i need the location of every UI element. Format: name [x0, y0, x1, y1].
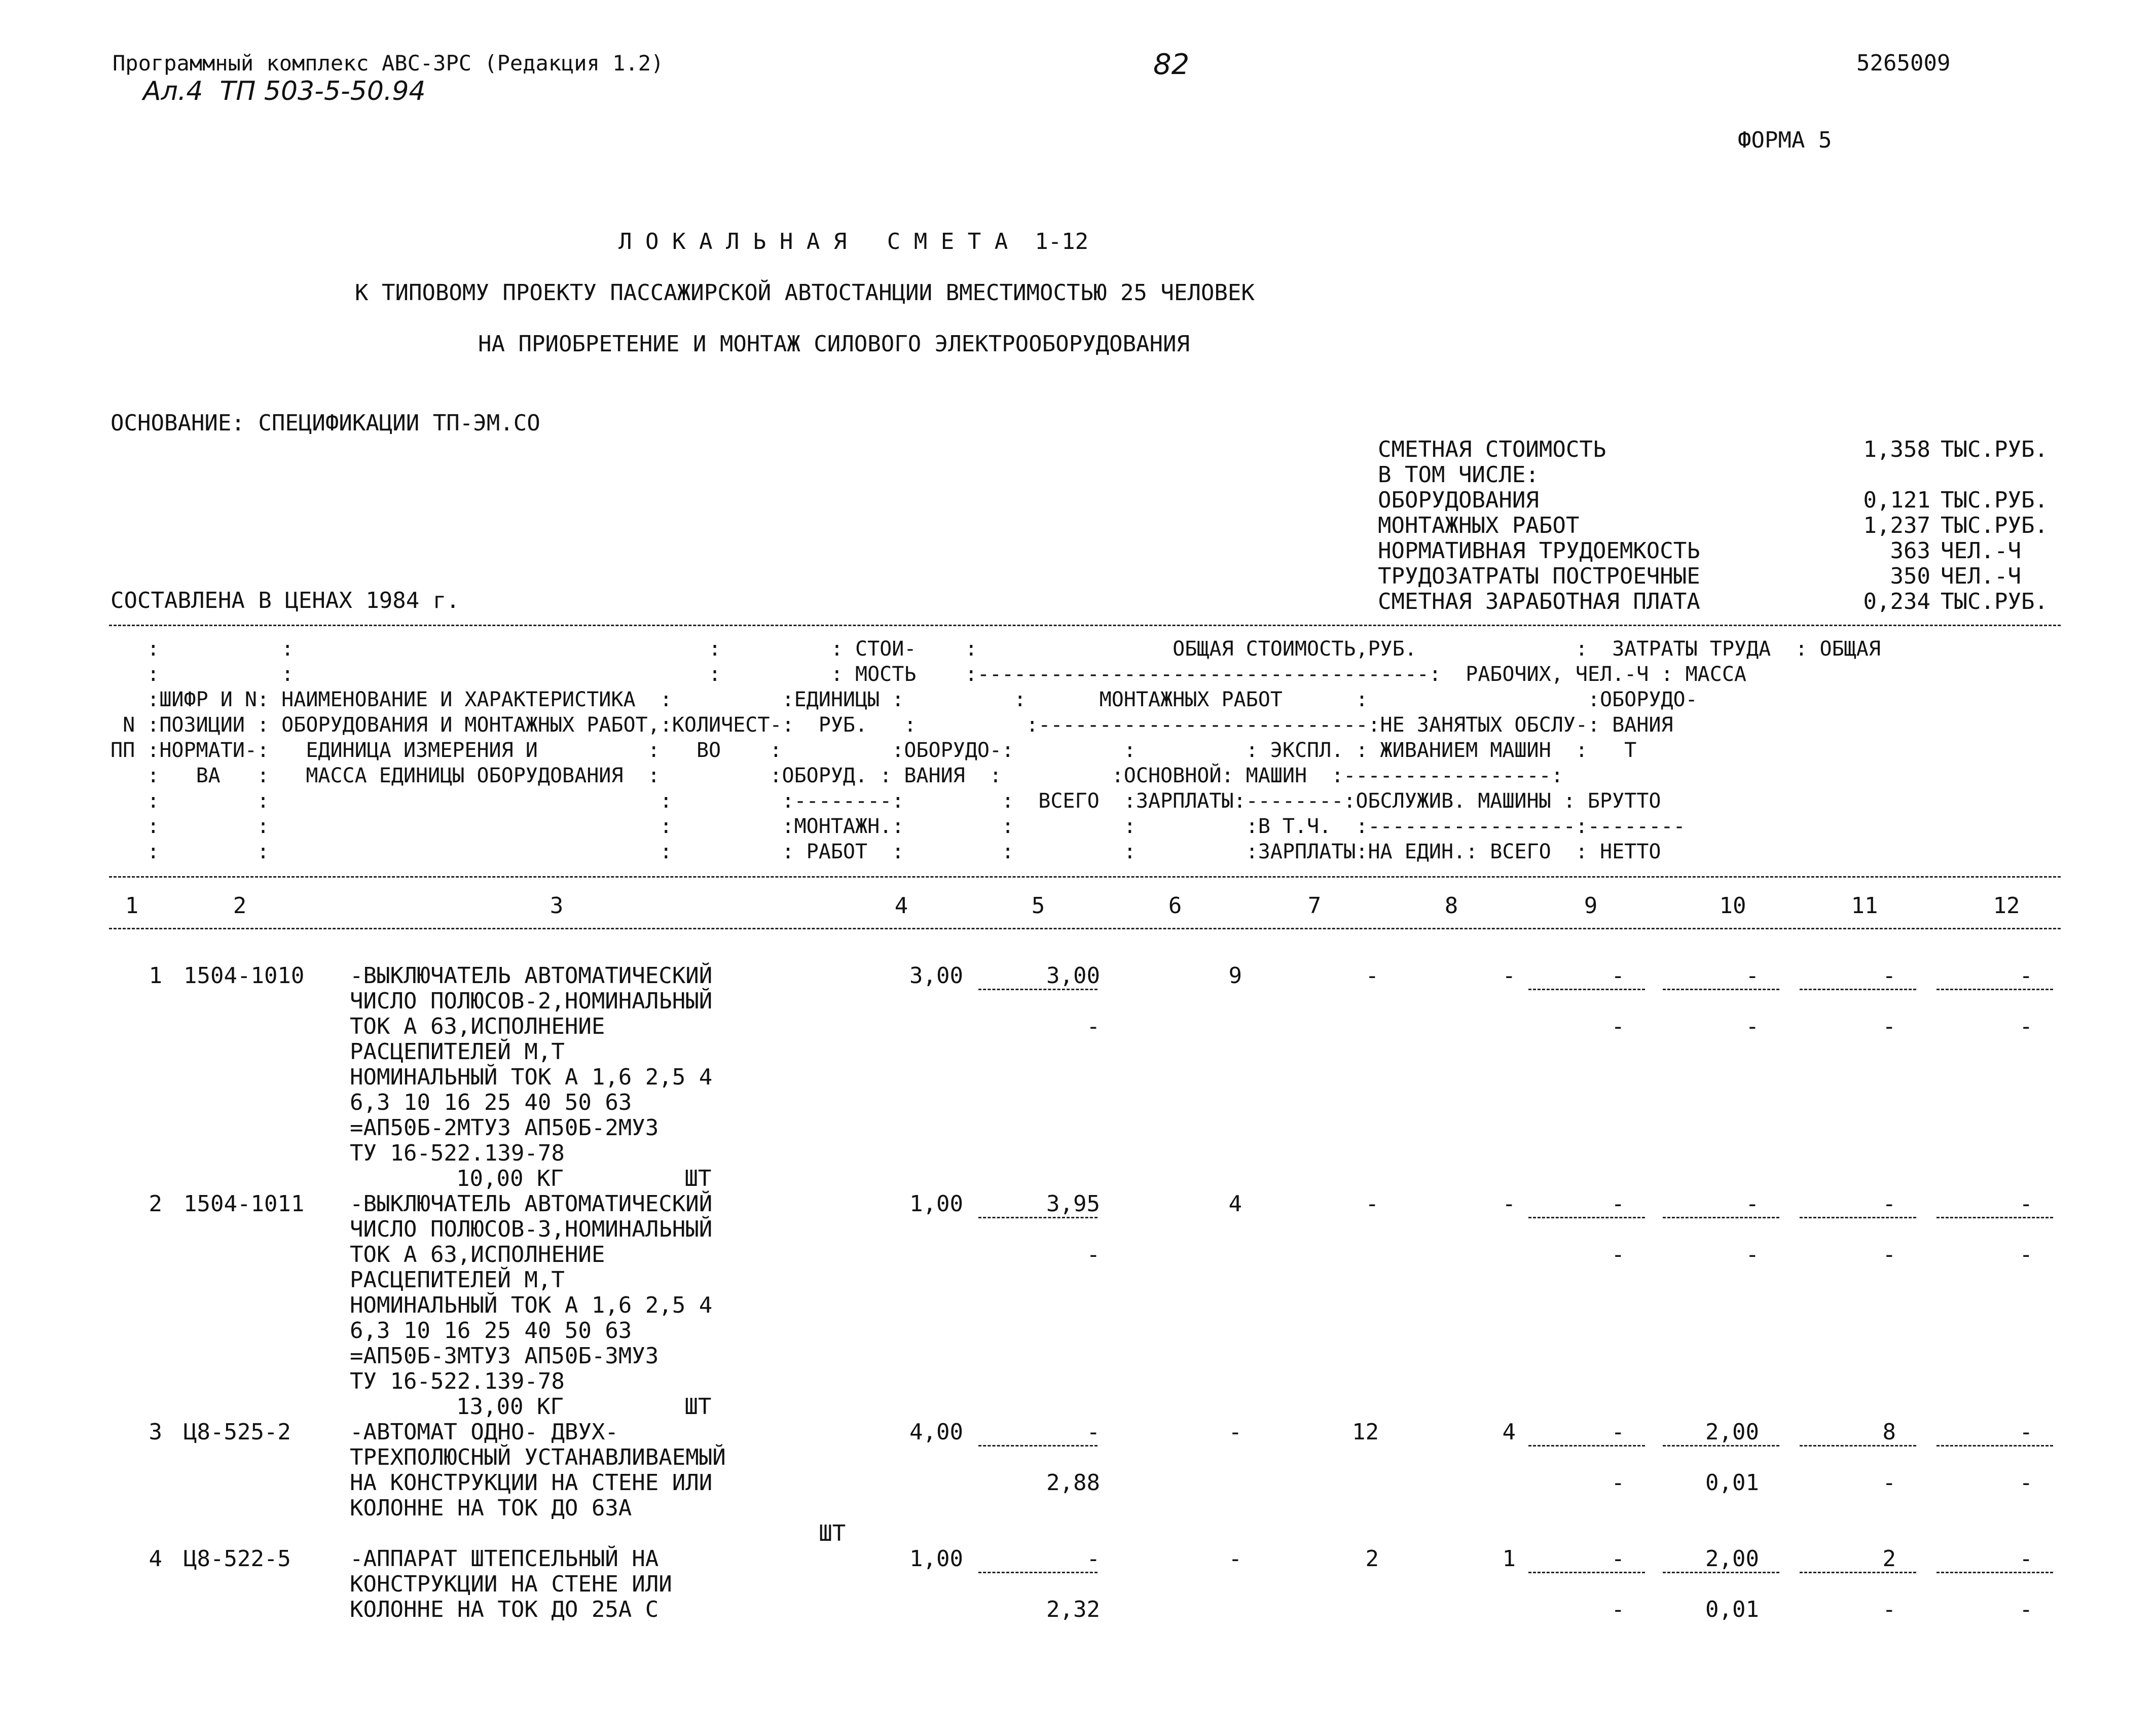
installation-total: - — [1365, 1191, 1379, 1217]
value-c11: 8 — [1882, 1419, 1896, 1445]
quantity: 3,00 — [909, 963, 963, 989]
summary-unit: ЧЕЛ.-Ч — [1941, 563, 2021, 589]
unit-cost-installation: - — [1086, 1242, 1100, 1268]
value-c10: 2,00 — [1705, 1419, 1759, 1445]
value-c9-sub: - — [1611, 1014, 1625, 1039]
column-number: 4 — [881, 893, 922, 919]
cell-divider — [1936, 1572, 2053, 1573]
header-line: : : : :МОНТАЖН.: : : :В Т.Ч. :-----------------:-------- — [111, 815, 1686, 838]
equipment-total: - — [1228, 1546, 1242, 1572]
item-description: КОНСТРУКЦИИ НА СТЕНЕ ИЛИ — [350, 1571, 672, 1597]
value-c10: - — [1745, 963, 1759, 989]
unit-cost-equipment: 3,95 — [1046, 1191, 1100, 1217]
cell-divider — [1800, 1572, 1916, 1573]
header-line: N :ПОЗИЦИИ : ОБОРУДОВАНИЯ И МОНТАЖНЫХ РАБОТ,:КОЛИЧЕСТ-: РУБ. : :---------------------------:НЕ ЗАНЯТЫХ ОБСЛУ-: ВАНИЯ — [111, 713, 1673, 737]
cell-divider — [1528, 1572, 1645, 1573]
value-c10: - — [1745, 1191, 1759, 1217]
value-c12: - — [2019, 1546, 2033, 1572]
value-c10-sub: - — [1745, 1242, 1759, 1268]
form-label: ФОРМА 5 — [1738, 127, 1832, 153]
value-c12-sub: - — [2019, 1597, 2033, 1622]
item-description: ЧИСЛО ПОЛЮСОВ-2,НОМИНАЛЬНЫЙ — [350, 988, 713, 1014]
equipment-total: 4 — [1228, 1191, 1242, 1217]
value-c10-sub: 0,01 — [1705, 1470, 1759, 1496]
summary-label: ТРУДОЗАТРАТЫ ПОСТРОЕЧНЫЕ — [1378, 563, 1700, 589]
value-c9: - — [1611, 1191, 1625, 1217]
value-c9-sub: - — [1611, 1242, 1625, 1268]
item-description: =АП50Б-3МТУ3 АП50Б-3МУ3 — [350, 1343, 659, 1369]
summary-value: 0,121 — [1863, 487, 1930, 513]
summary-unit: ТЫС.РУБ. — [1941, 589, 2048, 614]
cell-divider — [978, 989, 1098, 990]
page-number: 82 — [1153, 48, 1190, 81]
item-description: -ВЫКЛЮЧАТЕЛЬ АВТОМАТИЧЕСКИЙ — [350, 963, 713, 989]
header-line: : : : :--------: : ВСЕГО :ЗАРПЛАТЫ:--------:ОБСЛУЖИВ. МАШИНЫ : БРУТТО — [111, 789, 1661, 813]
mass-and-unit: 10,00 КГ ШТ — [456, 1166, 712, 1191]
estimate-title: Л О К А Л Ь Н А Я С М Е Т А 1-12 — [618, 229, 1089, 255]
quantity: 4,00 — [909, 1419, 963, 1445]
equipment-total: 9 — [1228, 963, 1242, 989]
column-number: 8 — [1431, 893, 1472, 919]
estimate-subtitle: К ТИПОВОМУ ПРОЕКТУ ПАССАЖИРСКОЙ АВТОСТАНЦИИ ВМЕСТИМОСТЬЮ 25 ЧЕЛОВЕК — [355, 280, 1255, 306]
summary-value: 350 — [1890, 563, 1930, 589]
value-c12: - — [2019, 1419, 2033, 1445]
mass-and-unit: 13,00 КГ ШТ — [456, 1394, 712, 1420]
column-numbers-row — [111, 893, 2062, 919]
mass-and-unit: ШТ — [456, 1521, 846, 1546]
column-number: 2 — [220, 893, 260, 919]
value-c9: - — [1611, 1419, 1625, 1445]
column-number: 12 — [1980, 893, 2033, 919]
header-line: : : : : МОСТЬ :-------------------------------------: РАБОЧИХ, ЧЕЛ.-Ч : МАССА — [111, 663, 1746, 686]
cell-divider — [1663, 989, 1779, 990]
summary-label: В ТОМ ЧИСЛЕ: — [1378, 462, 1539, 488]
row-number: 3 — [149, 1419, 162, 1445]
cell-divider — [1800, 1217, 1916, 1218]
column-number: 1 — [112, 893, 152, 919]
unit-cost-equipment: - — [1086, 1419, 1100, 1445]
position-code: Ц8-525-2 — [184, 1419, 291, 1445]
cell-divider — [1800, 1445, 1916, 1446]
summary-label: МОНТАЖНЫХ РАБОТ — [1378, 513, 1580, 538]
value-c10-sub: - — [1745, 1014, 1759, 1039]
value-c9-sub: - — [1611, 1597, 1625, 1622]
item-description: НОМИНАЛЬНЫЙ ТОК А 1,6 2,5 4 — [350, 1064, 713, 1090]
value-c11-sub: - — [1882, 1242, 1896, 1268]
base-salary: - — [1502, 963, 1516, 989]
header-line: : : : : СТОИ- : OБЩАЯ СТОИМОСТЬ,РУБ. : ЗАТРАТЫ ТРУДА : ОБЩАЯ — [111, 637, 1881, 661]
value-c12: - — [2019, 963, 2033, 989]
item-description: КОЛОННЕ НА ТОК ДО 63А — [350, 1495, 632, 1521]
summary-unit: ТЫС.РУБ. — [1941, 487, 2048, 513]
value-c9-sub: - — [1611, 1470, 1625, 1496]
base-salary: 1 — [1502, 1546, 1516, 1572]
cell-divider — [1663, 1445, 1779, 1446]
row-number: 1 — [149, 963, 162, 989]
column-number: 6 — [1155, 893, 1195, 919]
cell-divider — [1936, 989, 2053, 990]
value-c11: - — [1882, 963, 1896, 989]
item-description: 6,3 10 16 25 40 50 63 — [350, 1318, 632, 1344]
basis-text: ОСНОВАНИЕ: СПЕЦИФИКАЦИИ ТП-ЭМ.СО — [111, 410, 540, 436]
cell-divider — [978, 1217, 1098, 1218]
value-c10: 2,00 — [1705, 1546, 1759, 1572]
value-c12-sub: - — [2019, 1014, 2033, 1039]
summary-label: СМЕТНАЯ СТОИМОСТЬ — [1378, 437, 1606, 462]
column-number: 5 — [1018, 893, 1058, 919]
summary-label: ОБОРУДОВАНИЯ — [1378, 487, 1539, 513]
unit-cost-installation: 2,88 — [1046, 1470, 1100, 1496]
row-number: 2 — [149, 1191, 162, 1217]
cell-divider — [1528, 989, 1645, 990]
document-code: 5265009 — [1856, 50, 1951, 76]
column-number: 9 — [1570, 893, 1611, 919]
cell-divider — [1528, 1217, 1645, 1218]
value-c11: - — [1882, 1191, 1896, 1217]
value-c12: - — [2019, 1191, 2033, 1217]
prices-text: СОСТАВЛЕНА В ЦЕНАХ 1984 г. — [111, 588, 460, 613]
item-description: -ВЫКЛЮЧАТЕЛЬ АВТОМАТИЧЕСКИЙ — [350, 1191, 713, 1217]
unit-cost-equipment: 3,00 — [1046, 963, 1100, 989]
summary-value: 1,237 — [1863, 513, 1930, 538]
summary-value: 1,358 — [1863, 437, 1930, 462]
row-number: 4 — [149, 1546, 162, 1572]
item-description: ТУ 16-522.139-78 — [350, 1140, 565, 1166]
installation-total: 2 — [1365, 1546, 1379, 1572]
value-c12-sub: - — [2019, 1470, 2033, 1496]
position-code: 1504-1011 — [184, 1191, 305, 1217]
value-c9: - — [1611, 1546, 1625, 1572]
value-c11-sub: - — [1882, 1014, 1896, 1039]
value-c11-sub: - — [1882, 1470, 1896, 1496]
summary-value: 363 — [1890, 538, 1930, 564]
base-salary: 4 — [1502, 1419, 1516, 1445]
cell-divider — [978, 1445, 1098, 1446]
item-description: ЧИСЛО ПОЛЮСОВ-3,НОМИНАЛЬНЫЙ — [350, 1216, 713, 1242]
cell-divider — [1663, 1572, 1779, 1573]
item-description: РАСЦЕПИТЕЛЕЙ М,Т — [350, 1267, 565, 1293]
cell-divider — [1663, 1217, 1779, 1218]
summary-unit: ТЫС.РУБ. — [1941, 437, 2048, 462]
header-line: : ВА : МАССА ЕДИНИЦЫ ОБОРУДОВАНИЯ : :ОБОРУД. : ВАНИЯ : :ОСНОВНОЙ: МАШИН :-----------------: — [111, 764, 1563, 787]
column-numbers-rule — [109, 928, 2061, 929]
value-c11-sub: - — [1882, 1597, 1896, 1622]
summary-value: 0,234 — [1863, 589, 1930, 614]
cell-divider — [1800, 989, 1916, 990]
column-number: 7 — [1294, 893, 1335, 919]
header-line: : : : : РАБОТ : : : :ЗАРПЛАТЫ:НА ЕДИН.: ВСЕГО : НЕТТО — [111, 840, 1661, 863]
item-description: -АППАРАТ ШТЕПСЕЛЬНЫЙ НА — [350, 1546, 659, 1572]
item-description: ТРЕХПОЛЮСНЫЙ УСТАНАВЛИВАЕМЫЙ — [350, 1444, 726, 1470]
header-line: :ШИФР И N: НАИМЕНОВАНИЕ И ХАРАКТЕРИСТИКА : :ЕДИНИЦЫ : : МОНТАЖНЫХ РАБОТ : :ОБОРУДО- — [111, 688, 1698, 711]
cell-divider — [1936, 1445, 2053, 1446]
unit-cost-installation: 2,32 — [1046, 1597, 1100, 1622]
value-c12-sub: - — [2019, 1242, 2033, 1268]
value-c10-sub: 0,01 — [1705, 1597, 1759, 1622]
item-description: НОМИНАЛЬНЫЙ ТОК А 1,6 2,5 4 — [350, 1292, 713, 1318]
item-description: ТОК А 63,ИСПОЛНЕНИЕ — [350, 1242, 605, 1268]
item-description: НА КОНСТРУКЦИИ НА СТЕНЕ ИЛИ — [350, 1470, 713, 1496]
position-code: 1504-1010 — [184, 963, 305, 989]
cell-divider — [1936, 1217, 2053, 1218]
value-c11: 2 — [1882, 1546, 1896, 1572]
item-description: РАСЦЕПИТЕЛЕЙ М,Т — [350, 1039, 565, 1065]
cell-divider — [978, 1572, 1098, 1573]
installation-total: - — [1365, 963, 1379, 989]
value-c9: - — [1611, 963, 1625, 989]
header-line: ПП :НОРМАТИ-: ЕДИНИЦА ИЗМЕРЕНИЯ И : ВО : :ОБОРУДО-: : : ЭКСПЛ. : ЖИВАНИЕМ МАШИН : Т — [111, 739, 1637, 762]
quantity: 1,00 — [909, 1191, 963, 1217]
quantity: 1,00 — [909, 1546, 963, 1572]
cell-divider — [1528, 1445, 1645, 1446]
installation-total: 12 — [1352, 1419, 1379, 1445]
item-description: КОЛОННЕ НА ТОК ДО 25А С — [350, 1597, 659, 1622]
summary-label: СМЕТНАЯ ЗАРАБОТНАЯ ПЛАТА — [1378, 589, 1700, 614]
equipment-total: - — [1228, 1419, 1242, 1445]
summary-unit: ЧЕЛ.-Ч — [1941, 538, 2021, 564]
handwritten-reference: Ал.4 ТП 503-5-50.94 — [143, 76, 426, 106]
summary-label: НОРМАТИВНАЯ ТРУДОЕМКОСТЬ — [1378, 538, 1700, 564]
summary-unit: ТЫС.РУБ. — [1941, 513, 2048, 538]
position-code: Ц8-522-5 — [184, 1546, 291, 1572]
column-number: 10 — [1706, 893, 1760, 919]
item-description: =АП50Б-2МТУ3 АП50Б-2МУ3 — [350, 1115, 659, 1141]
header-rule — [109, 876, 2061, 878]
base-salary: - — [1502, 1191, 1516, 1217]
item-description: 6,3 10 16 25 40 50 63 — [350, 1090, 632, 1115]
column-number: 11 — [1838, 893, 1891, 919]
item-description: ТОК А 63,ИСПОЛНЕНИЕ — [350, 1014, 605, 1039]
unit-cost-installation: - — [1086, 1014, 1100, 1039]
item-description: ТУ 16-522.139-78 — [350, 1368, 565, 1394]
column-number: 3 — [536, 893, 577, 919]
program-name: Программный комплекс АВС-3РС (Редакция 1.2) — [113, 51, 664, 76]
estimate-purpose: НА ПРИОБРЕТЕНИЕ И МОНТАЖ СИЛОВОГО ЭЛЕКТРООБОРУДОВАНИЯ — [478, 331, 1190, 357]
item-description: -АВТОМАТ ОДНО- ДВУХ- — [350, 1419, 618, 1445]
unit-cost-equipment: - — [1086, 1546, 1100, 1572]
table-top-rule — [109, 625, 2061, 626]
